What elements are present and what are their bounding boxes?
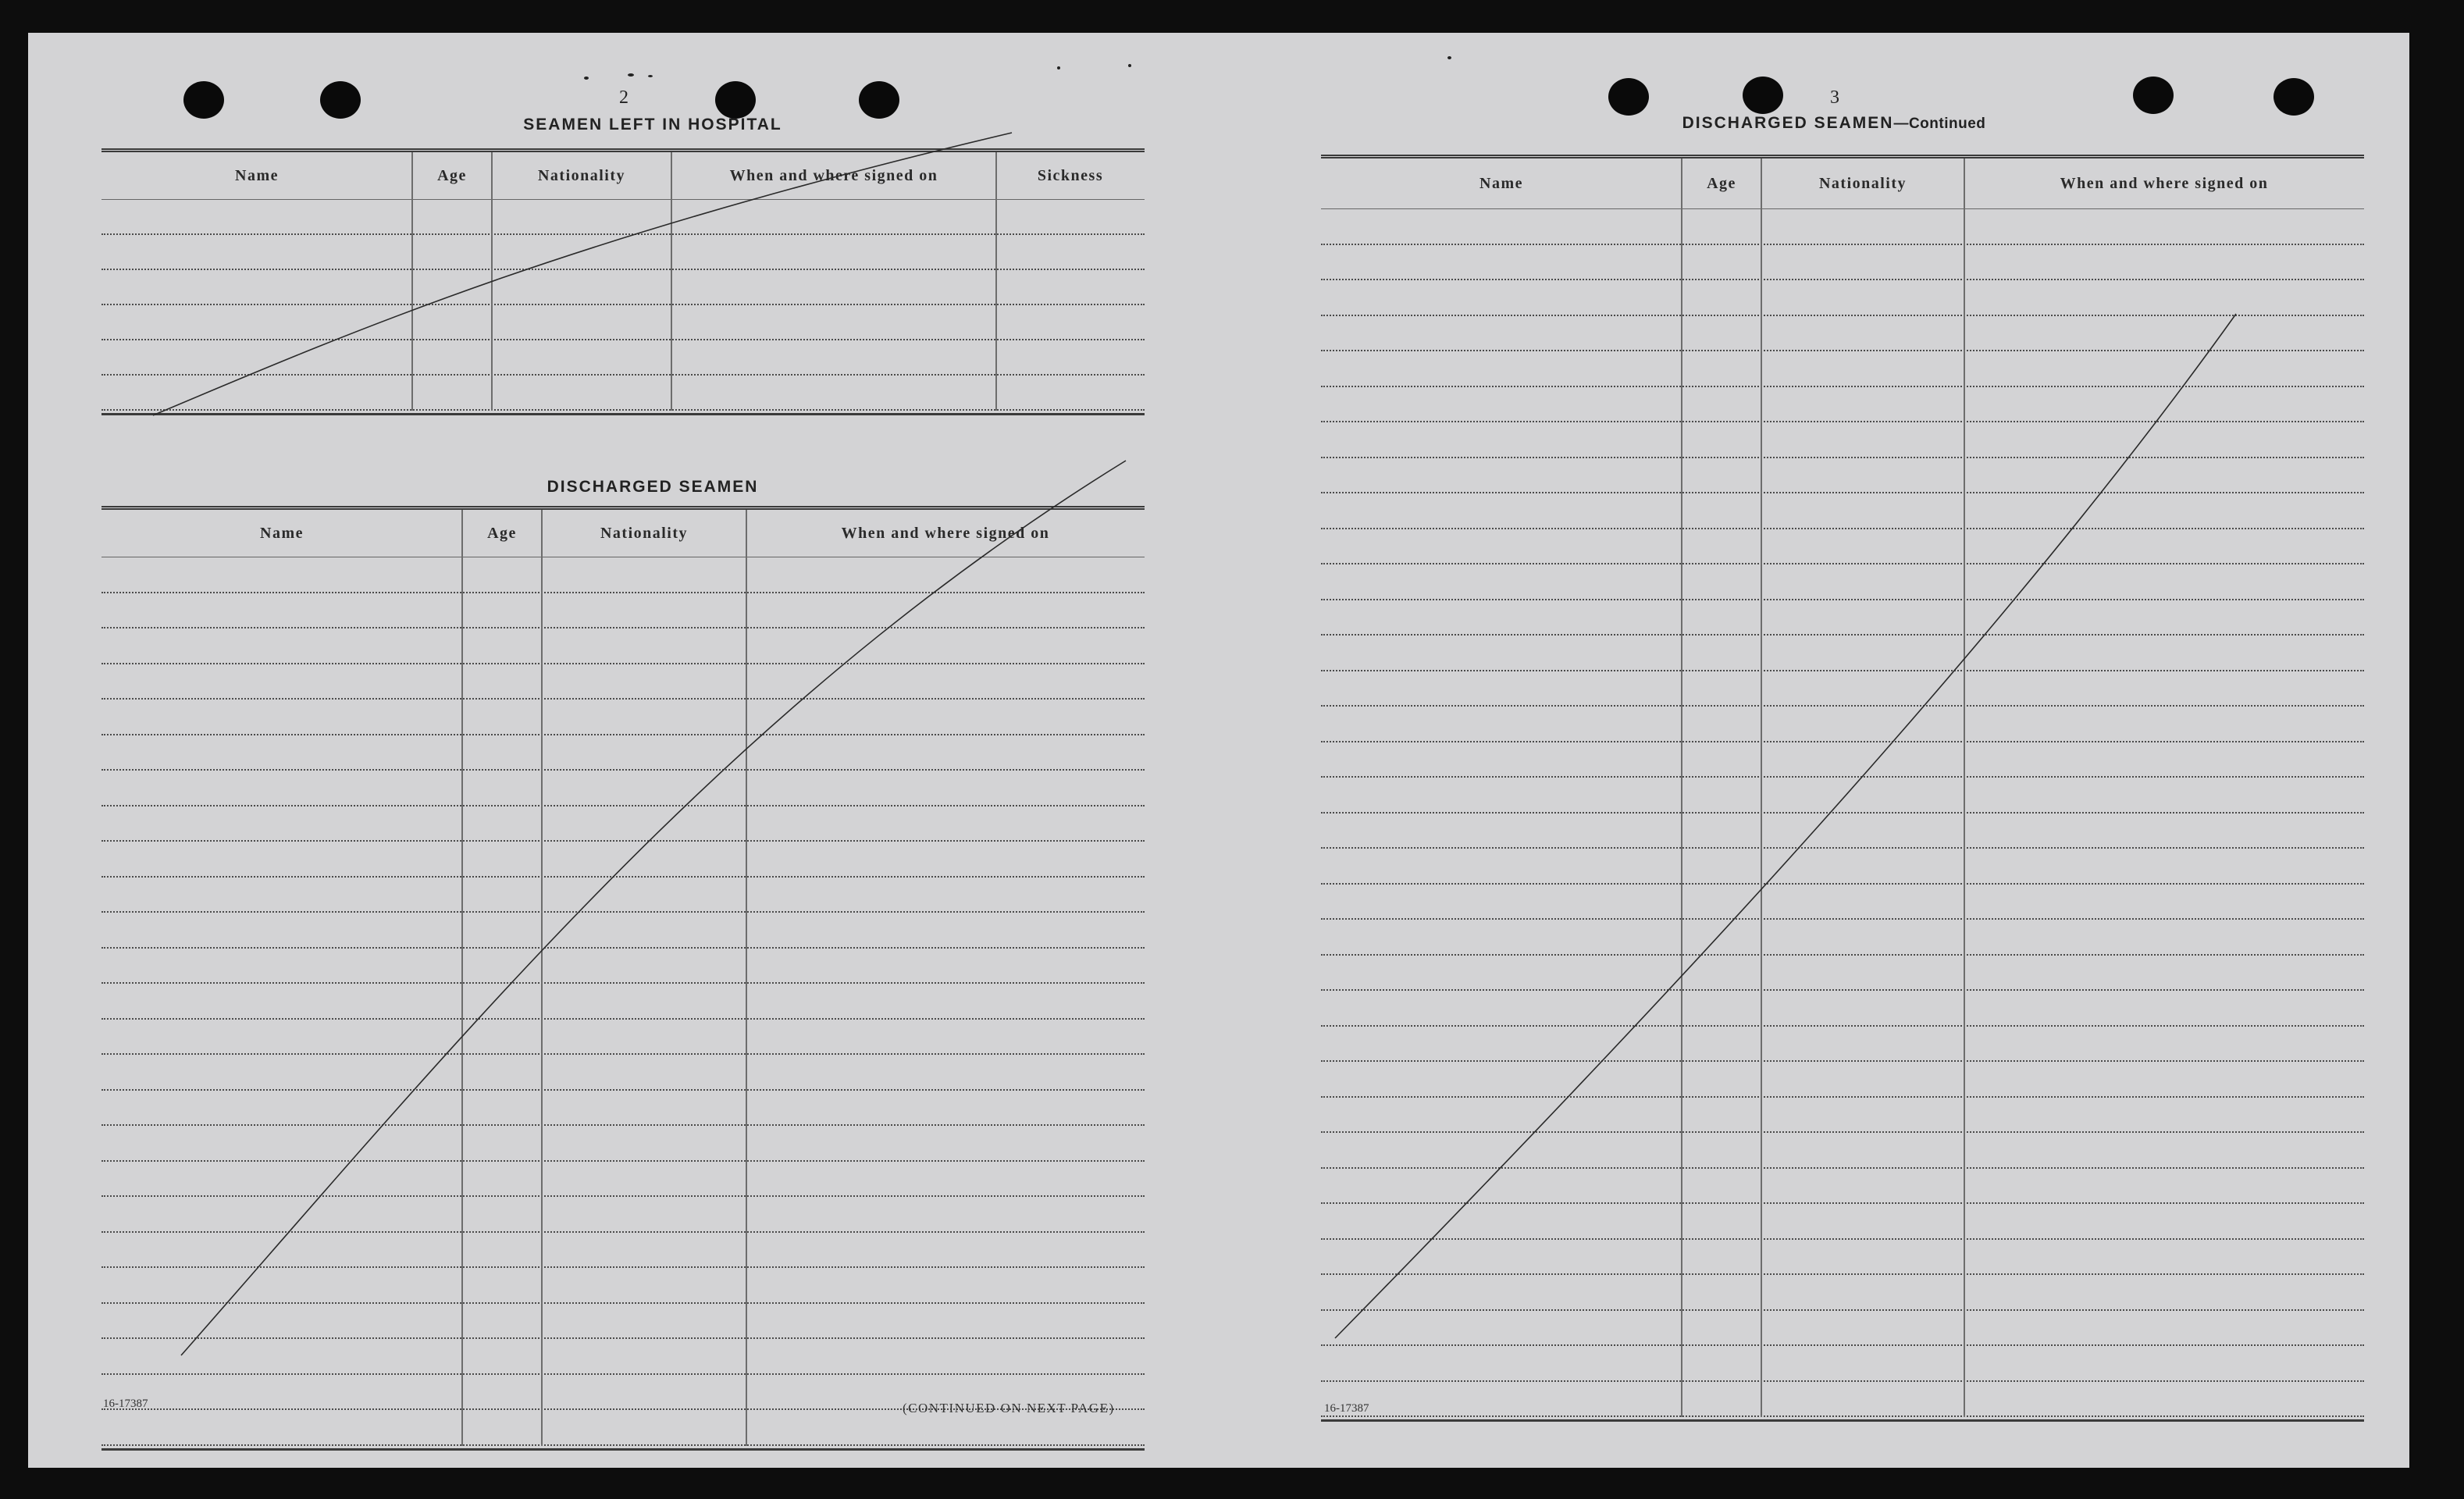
table-row [1321, 209, 2364, 245]
table-row [1321, 351, 2364, 387]
discharged-section-title: DISCHARGED SEAMEN [547, 478, 759, 496]
left-page [28, 33, 1215, 1468]
table-row [101, 557, 1145, 593]
table-row [1321, 564, 2364, 600]
punch-hole [320, 81, 361, 119]
table-row [1321, 1275, 2364, 1311]
column-header-age: Age [487, 524, 517, 542]
table-row [1321, 1240, 2364, 1276]
table-bottom-rule [101, 1448, 1145, 1451]
table-row [1321, 1062, 2364, 1098]
column-divider [1964, 158, 1965, 1417]
table-row [101, 340, 1145, 376]
table-row [1321, 636, 2364, 671]
table-row [1321, 1346, 2364, 1382]
table-bottom-rule [1321, 1419, 2364, 1422]
table-row [1321, 1133, 2364, 1169]
table-row [101, 593, 1145, 629]
table-row [101, 200, 1145, 235]
table-row [1321, 280, 2364, 316]
ink-speck [1057, 66, 1060, 69]
table-row [101, 949, 1145, 984]
table-row [101, 270, 1145, 305]
table-row [101, 1268, 1145, 1304]
table-row [1321, 1204, 2364, 1240]
table-row [1321, 671, 2364, 707]
column-header-name: Name [1479, 174, 1523, 192]
column-header-signed-on: When and where signed on [2060, 174, 2269, 192]
table-row [101, 1339, 1145, 1375]
table-row [1321, 1169, 2364, 1205]
table-row [101, 771, 1145, 806]
table-row [1321, 778, 2364, 814]
table-row [101, 305, 1145, 340]
ink-speck [1447, 56, 1451, 59]
table-row [1321, 956, 2364, 992]
ink-speck [648, 75, 653, 77]
table-row [1321, 316, 2364, 352]
punch-hole [859, 81, 899, 119]
document-sheet [28, 33, 2409, 1468]
table-row [101, 1091, 1145, 1127]
column-divider [541, 510, 543, 1446]
column-header-sickness: Sickness [1037, 166, 1104, 184]
table-row [1321, 458, 2364, 494]
table-row [101, 1304, 1145, 1340]
hospital-table [101, 148, 1145, 411]
discharged-table-body [101, 557, 1145, 1446]
table-row [1321, 245, 2364, 281]
column-divider [1681, 158, 1682, 1417]
table-row [1321, 1311, 2364, 1347]
column-header-nationality: Nationality [1818, 174, 1907, 192]
punch-hole [1743, 77, 1783, 114]
table-row [101, 628, 1145, 664]
punch-hole [2133, 77, 2174, 114]
table-row [101, 1162, 1145, 1198]
table-row [101, 700, 1145, 735]
table-row [1321, 529, 2364, 565]
form-code: 16-17387 [1324, 1402, 1369, 1415]
table-row [1321, 1098, 2364, 1134]
discharged-continued-title: DISCHARGED SEAMEN—Continued [1682, 114, 1986, 132]
column-divider [411, 152, 413, 411]
column-divider [461, 510, 463, 1446]
discharged-table [101, 506, 1145, 1446]
column-header-age: Age [437, 166, 467, 184]
table-row [101, 913, 1145, 949]
table-row [1321, 742, 2364, 778]
table-row [1321, 1382, 2364, 1418]
column-header-nationality: Nationality [537, 166, 626, 184]
hospital-table-header [101, 152, 1145, 200]
table-bottom-rule [101, 413, 1145, 415]
column-divider [995, 152, 997, 411]
table-row [101, 806, 1145, 842]
table-row [101, 1126, 1145, 1162]
column-header-name: Name [260, 524, 304, 542]
discharged-continued-table-header [1321, 158, 2364, 209]
table-row [1321, 600, 2364, 636]
table-row [101, 1055, 1145, 1091]
punch-hole [1608, 78, 1649, 116]
column-divider [671, 152, 672, 411]
table-row [101, 1020, 1145, 1056]
column-divider [491, 152, 493, 411]
page-number: 3 [1830, 87, 1839, 108]
discharged-continued-table [1321, 155, 2364, 1417]
right-page [1221, 33, 2408, 1468]
table-row [1321, 422, 2364, 458]
table-row [1321, 849, 2364, 885]
column-header-name: Name [235, 166, 279, 184]
table-row [1321, 707, 2364, 742]
table-row [1321, 387, 2364, 423]
table-row [1321, 920, 2364, 956]
table-row [1321, 885, 2364, 920]
table-row [101, 842, 1145, 878]
column-divider [746, 510, 747, 1446]
hospital-section-title: SEAMEN LEFT IN HOSPITAL [523, 116, 782, 134]
column-header-nationality: Nationality [600, 524, 689, 542]
form-code: 16-17387 [103, 1398, 148, 1410]
hospital-table-body [101, 200, 1145, 411]
table-row [101, 376, 1145, 411]
continued-note: (CONTINUED ON NEXT PAGE) [903, 1401, 1115, 1415]
column-header-age: Age [1707, 174, 1736, 192]
ink-speck [584, 77, 589, 80]
table-row [101, 1233, 1145, 1269]
column-header-signed-on: When and where signed on [729, 166, 938, 184]
column-header-signed-on: When and where signed on [841, 524, 1050, 542]
table-row [101, 984, 1145, 1020]
ink-speck [628, 73, 634, 77]
punch-hole [2274, 78, 2314, 116]
table-row [101, 735, 1145, 771]
discharged-continued-table-body [1321, 209, 2364, 1417]
table-row [101, 235, 1145, 270]
table-row [101, 878, 1145, 913]
table-row [1321, 814, 2364, 849]
punch-hole [715, 81, 756, 119]
discharged-table-header [101, 510, 1145, 557]
table-row [101, 1197, 1145, 1233]
table-row [101, 664, 1145, 700]
table-row [1321, 1027, 2364, 1063]
punch-hole [183, 81, 224, 119]
ink-speck [1128, 64, 1131, 67]
table-row [1321, 991, 2364, 1027]
page-number: 2 [619, 87, 628, 108]
table-row [1321, 493, 2364, 529]
column-divider [1761, 158, 1762, 1417]
